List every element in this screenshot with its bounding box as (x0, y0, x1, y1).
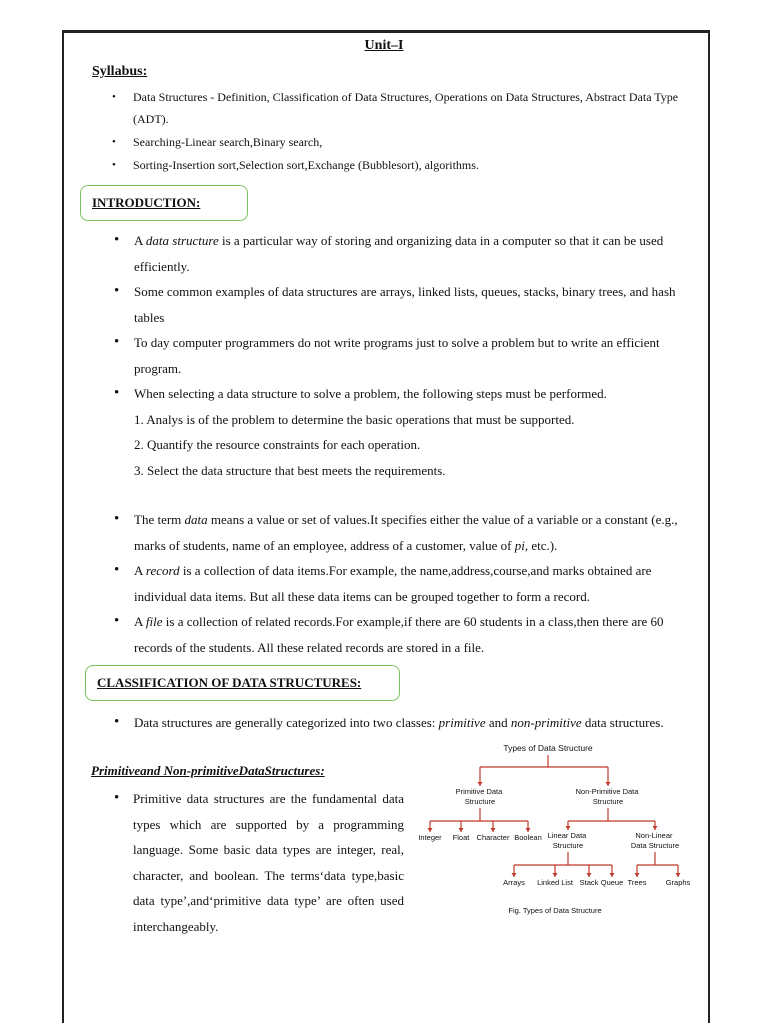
classification-heading: CLASSIFICATION OF DATA STRUCTURES: (97, 675, 362, 690)
intro-bullet: • A data structure is a particular way of storing and organizing data in a computer so that it can be used efficiently. (112, 228, 684, 279)
boolean-node: Boolean (514, 833, 542, 842)
connector-arrowhead (491, 828, 496, 832)
stack-node: Stack (579, 878, 599, 887)
introduction-heading: INTRODUCTION: (92, 195, 201, 210)
primitive-subheading: Primitiveand Non-primitiveDataStructures: (91, 763, 325, 778)
classification-heading-box (85, 665, 400, 701)
introduction-heading-box (80, 185, 248, 221)
definitions-section (112, 507, 684, 660)
connector-arrowhead (478, 782, 483, 786)
connector-arrowhead (566, 826, 571, 830)
connector-arrowhead (512, 873, 517, 877)
diagram-title: Types of Data Structure (503, 743, 593, 753)
queue-node: Queue (600, 878, 624, 887)
linear-node: Linear Data Structure (547, 831, 587, 850)
step-item: 1. Analys is of the problem to determine the basic operations that must be supported. (134, 411, 575, 427)
connector-arrowhead (553, 873, 558, 877)
nonlinear-node: Non-Linear Data Structure (630, 831, 680, 850)
graphs-node: Graphs (665, 878, 691, 887)
linked-list-node: Linked List (537, 878, 573, 887)
connector-arrowhead (676, 873, 681, 877)
intro-bullet: • A record is a collection of data items.For example, the name,address,course,and marks obtained are individual data items. But all these data items can be grouped together to form a record. (112, 558, 684, 609)
syllabus-list (112, 86, 682, 177)
float-node: Float (452, 833, 470, 842)
character-node: Character (476, 833, 510, 842)
step-item: 2. Quantify the resource constraints for each operation. (134, 437, 421, 452)
connector-arrowhead (610, 873, 615, 877)
primitive-section (112, 786, 404, 939)
trees-node: Trees (627, 878, 647, 887)
primitive-bullet: • Primitive data structures are the fundamental data types which are supported by a programming language. Some basic data types are integer, real, character, and boolean. The terms‘data type,basic data type’,and‘primitive data type’ are often used interchangeably. (112, 786, 404, 939)
syllabus-item: • Sorting-Insertion sort,Selection sort,Exchange (Bubblesort), algorithms. (112, 154, 682, 176)
integer-node: Integer (418, 833, 442, 842)
connector-arrowhead (635, 873, 640, 877)
classification-bullet: • Data structures are generally categorized into two classes: primitive and non-primitive data structures. (112, 710, 684, 736)
syllabus-item: • Data Structures - Definition, Classification of Data Structures, Operations on Data Structures, Abstract Data Type (ADT). (112, 86, 682, 130)
intro-bullet: • To day computer programmers do not write programs just to solve a problem but to write an efficient program. (112, 330, 684, 381)
primitive-node: Primitive Data Structure (455, 787, 503, 806)
introduction-section (112, 228, 684, 483)
connector-arrowhead (653, 826, 658, 830)
intro-bullet: • Some common examples of data structures are arrays, linked lists, queues, stacks, binary trees, and hash tables (112, 279, 684, 330)
connector-arrowhead (606, 782, 611, 786)
step-item: 3. Select the data structure that best meets the requirements. (134, 462, 446, 478)
classification-section (112, 710, 684, 736)
connector-arrowhead (526, 828, 531, 832)
intro-bullet: • The term data means a value or set of values.It specifies either the value of a variable or a constant (e.g., marks of students, name of an employee, address of a customer, value of pi, etc.). (112, 507, 684, 558)
steps-list (112, 407, 684, 484)
non-primitive-node: Non-Primitive Data Structure (575, 787, 639, 806)
intro-bullet: • A file is a collection of related records.For example,if there are 60 students in a class,then there are 60 records of the students. All these related records are stored in a file. (112, 609, 684, 660)
data-structure-diagram (410, 735, 700, 925)
syllabus-item: • Searching-Linear search,Binary search, (112, 131, 682, 153)
intro-bullet: • When selecting a data structure to solve a problem, the following steps must be performed. (112, 381, 684, 407)
page-title: Unit–I (364, 38, 404, 53)
connector-arrowhead (428, 828, 433, 832)
diagram-caption: Fig. Types of Data Structure (508, 906, 602, 915)
connector-arrowhead (459, 828, 464, 832)
syllabus-heading: Syllabus: (92, 64, 148, 79)
arrays-node: Arrays (503, 878, 525, 887)
connector-arrowhead (587, 873, 592, 877)
